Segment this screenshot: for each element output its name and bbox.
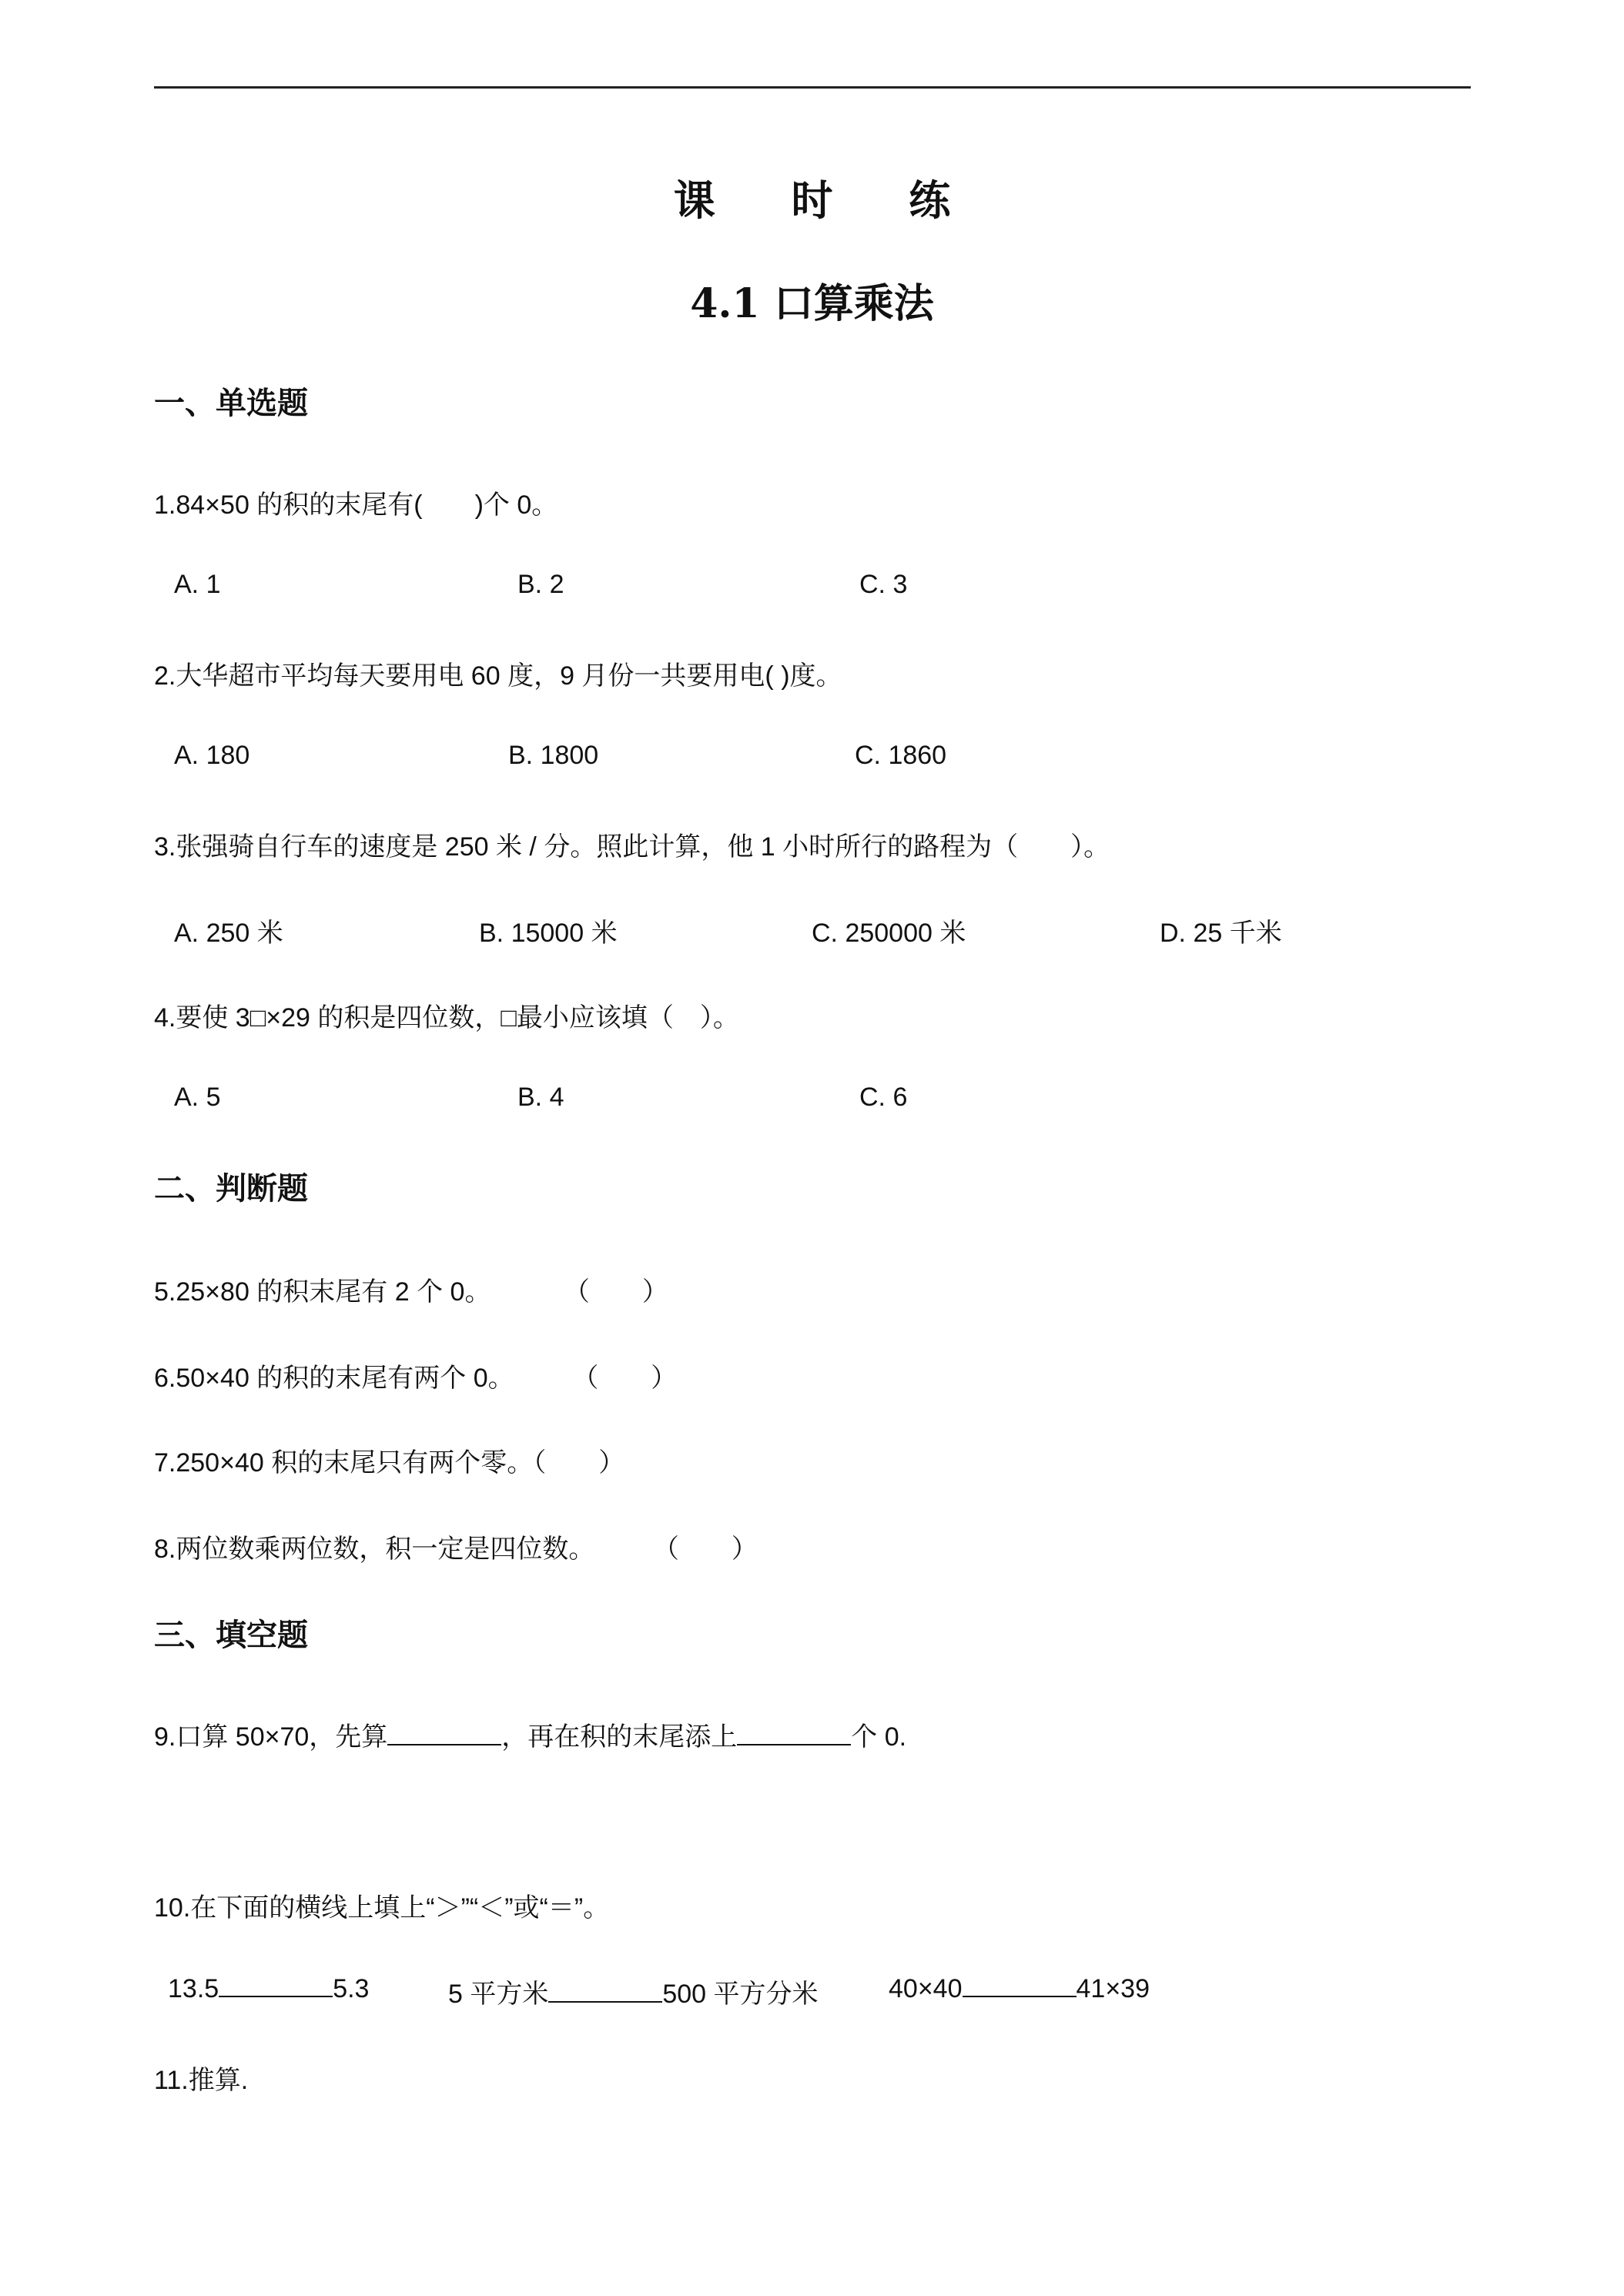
q10-item-1-right: 5.3 [333, 1974, 370, 2003]
q10-item-2 [448, 1973, 819, 2010]
q9-middle: ，再在积的末尾添上 [501, 1722, 738, 1752]
question-5: 5.25×80 的积末尾有 2 个 0。 （ ） [154, 1277, 668, 1307]
q10-item-1-blank[interactable] [219, 1973, 333, 1997]
question-7: 7.250×40 积的末尾只有两个零。（ ） [154, 1448, 625, 1478]
question-11: 11.推算. [154, 2066, 249, 2095]
q9-blank-1[interactable] [387, 1721, 501, 1745]
q10-item-1-left: 13.5 [168, 1974, 219, 2003]
question-6: 6.50×40 的积的末尾有两个 0。 （ ） [154, 1364, 678, 1393]
q10-item-1 [168, 1973, 369, 2004]
q9-prefix: 9.口算 50×70，先算 [154, 1722, 388, 1752]
header-rule [154, 86, 1471, 89]
section-heading-true-false: 二、判断题 [154, 1171, 308, 1207]
q10-item-3-right: 41×39 [1076, 1974, 1150, 2003]
q9-suffix: 个 0. [851, 1722, 907, 1752]
section-heading-fill-in: 三、填空题 [154, 1618, 308, 1653]
question-3: 3.张强骑自行车的速度是 250 米 / 分。照此计算，他 1 小时所行的路程为（ ）。 [154, 832, 1110, 862]
question-1: 1.84×50 的积的末尾有( )个 0。 [154, 490, 558, 520]
q1-option-b: B. 2 [517, 570, 564, 599]
document-title: 课 时 练 [673, 176, 982, 225]
question-9 [154, 1715, 906, 1753]
q10-item-2-left: 5 平方米 [448, 1980, 549, 2009]
section-heading-single-choice: 一、单选题 [154, 386, 308, 421]
question-10: 10.在下面的横线上填上“＞”“＜”或“＝”。 [154, 1893, 610, 1923]
q10-item-3-blank[interactable] [963, 1973, 1077, 1997]
q4-option-a: A. 5 [174, 1083, 221, 1112]
q10-item-3 [889, 1973, 1150, 2004]
q4-option-c: C. 6 [859, 1083, 908, 1112]
q2-option-c: C. 1860 [855, 741, 947, 770]
q4-option-b: B. 4 [517, 1083, 564, 1112]
question-4: 4.要使 3□×29 的积是四位数，□最小应该填（ ）。 [154, 1003, 739, 1033]
q2-option-a: A. 180 [174, 741, 250, 770]
q10-item-2-blank[interactable] [548, 1978, 662, 2003]
q3-option-b: B. 15000 米 [479, 919, 618, 948]
q2-option-b: B. 1800 [508, 741, 599, 770]
q10-item-3-left: 40×40 [889, 1974, 963, 2003]
question-8: 8.两位数乘两位数，积一定是四位数。 （ ） [154, 1535, 758, 1564]
q3-option-d: D. 25 千米 [1160, 919, 1282, 948]
document-subtitle: 4.1 口算乘法 [690, 280, 934, 327]
q1-option-c: C. 3 [859, 570, 908, 599]
q9-blank-2[interactable] [737, 1721, 851, 1745]
q1-option-a: A. 1 [174, 570, 221, 599]
q3-option-c: C. 250000 米 [812, 919, 966, 948]
q10-item-2-right: 500 平方分米 [662, 1980, 819, 2009]
q3-option-a: A. 250 米 [174, 919, 283, 948]
question-2: 2.大华超市平均每天要用电 60 度，9 月份一共要用电( )度。 [154, 661, 842, 691]
